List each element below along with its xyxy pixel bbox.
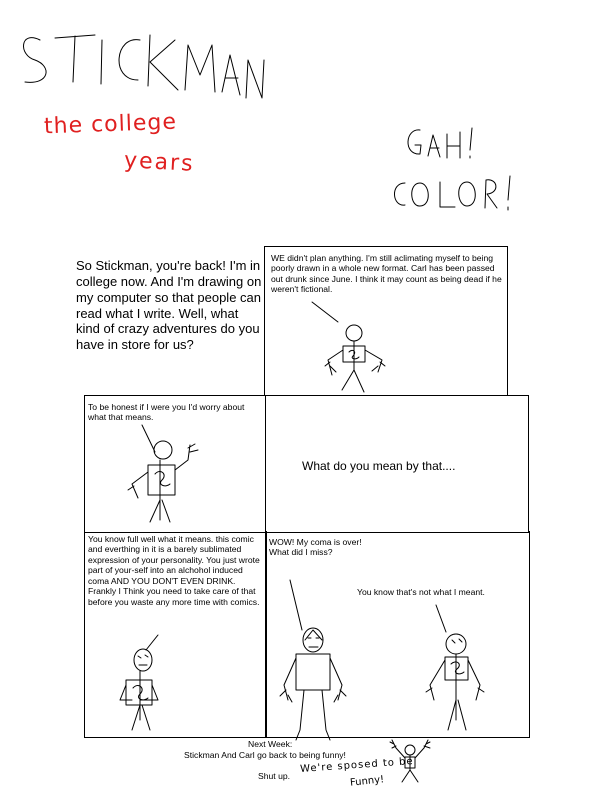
subtitle-line1: the college [43, 109, 178, 140]
panel-5-caption-left: WOW! My coma is over! What did I miss? [269, 537, 362, 558]
exclaim-line2 [388, 178, 481, 206]
panel-4 [84, 531, 266, 738]
footer-line2: Stickman And Carl go back to being funny! [184, 750, 346, 760]
panel-5 [266, 531, 530, 738]
panel-1-caption: WE didn't plan anything. I'm still aclimating myself to being poorly drawn in a whole new format. Carl has been passed out drunk since June. I think it may count as being dead if he weren't fictional. [271, 253, 502, 295]
panel-4-caption: You know full well what it means. this comic and everthing in it is a barely sublimated expression of your personality. You just wrote part of your-self into an alchohol induced coma AND YOU DON'T EVEN DRINK. Frankly I Think you need to take care of that before you waste any more time with comics. [88, 534, 260, 607]
exclaim-line1 [400, 125, 463, 153]
footer-line3: Shut up. [258, 771, 291, 781]
footer-scrawl1: We're sposed to be [299, 756, 414, 775]
footer-scrawl2: Funny! [349, 774, 385, 789]
panel-1 [264, 246, 508, 396]
panel-2 [84, 395, 266, 533]
panel-3 [264, 395, 529, 533]
panel-2-caption: To be honest if I were you I'd worry about what that means. [88, 402, 245, 423]
subtitle-line2: years [123, 148, 196, 177]
panel-5-caption-right: You know that's not what I meant. [357, 587, 485, 597]
comic-title [20, 28, 317, 84]
footer-line1: Next Week: [248, 739, 293, 749]
intro-text: So Stickman, you're back! I'm in college now. And I'm drawing on my computer so that people can read what I write. Well, what kind of crazy adventures do you have in store for us? [76, 258, 262, 353]
panel-3-caption: What do you mean by that.... [302, 459, 456, 473]
